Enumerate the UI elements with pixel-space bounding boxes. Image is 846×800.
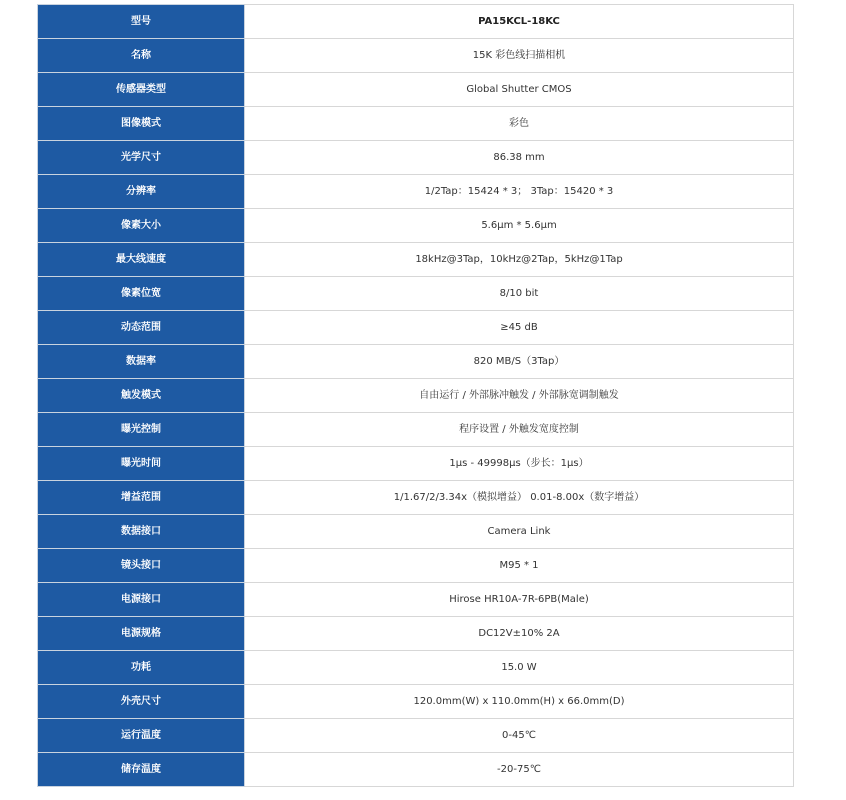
table-row: [38, 107, 794, 141]
spec-table: [37, 4, 794, 787]
spec-value: 86.38 mm: [245, 141, 794, 175]
spec-label: 电源接口: [38, 583, 245, 617]
spec-label: 功耗: [38, 651, 245, 685]
table-row: [38, 243, 794, 277]
spec-label: 触发模式: [38, 379, 245, 413]
spec-value: 自由运行 / 外部脉冲触发 / 外部脉宽调制触发: [245, 379, 794, 413]
spec-label: 电源规格: [38, 617, 245, 651]
spec-value: 1/2Tap：15424 * 3； 3Tap：15420 * 3: [245, 175, 794, 209]
spec-label: 分辨率: [38, 175, 245, 209]
spec-table-body: [38, 5, 794, 787]
spec-value: PA15KCL-18KC: [245, 5, 794, 39]
spec-value: 1/1.67/2/3.34x（模拟增益） 0.01-8.00x（数字增益）: [245, 481, 794, 515]
spec-label: 数据接口: [38, 515, 245, 549]
spec-value: 820 MB/S（3Tap）: [245, 345, 794, 379]
table-row: [38, 5, 794, 39]
spec-value: 1μs - 49998μs（步长：1μs）: [245, 447, 794, 481]
spec-label: 图像模式: [38, 107, 245, 141]
spec-value: 18kHz@3Tap，10kHz@2Tap，5kHz@1Tap: [245, 243, 794, 277]
spec-value: 15.0 W: [245, 651, 794, 685]
table-row: [38, 345, 794, 379]
table-row: [38, 651, 794, 685]
spec-label: 数据率: [38, 345, 245, 379]
spec-value: 0-45℃: [245, 719, 794, 753]
spec-label: 像素大小: [38, 209, 245, 243]
table-row: [38, 311, 794, 345]
table-row: [38, 277, 794, 311]
spec-label: 运行温度: [38, 719, 245, 753]
spec-value: 15K 彩色线扫描相机: [245, 39, 794, 73]
spec-label: 型号: [38, 5, 245, 39]
spec-value: 120.0mm(W) x 110.0mm(H) x 66.0mm(D): [245, 685, 794, 719]
spec-label: 最大线速度: [38, 243, 245, 277]
spec-label: 传感器类型: [38, 73, 245, 107]
table-row: [38, 549, 794, 583]
spec-value: Global Shutter CMOS: [245, 73, 794, 107]
spec-label: 动态范围: [38, 311, 245, 345]
spec-label: 曝光控制: [38, 413, 245, 447]
spec-value: 8/10 bit: [245, 277, 794, 311]
spec-label: 像素位宽: [38, 277, 245, 311]
table-row: [38, 481, 794, 515]
spec-value: DC12V±10% 2A: [245, 617, 794, 651]
spec-label: 镜头接口: [38, 549, 245, 583]
table-row: [38, 209, 794, 243]
table-row: [38, 413, 794, 447]
table-row: [38, 719, 794, 753]
spec-value: Hirose HR10A-7R-6PB(Male): [245, 583, 794, 617]
table-row: [38, 39, 794, 73]
table-row: [38, 583, 794, 617]
spec-label: 储存温度: [38, 753, 245, 787]
spec-value: M95 * 1: [245, 549, 794, 583]
spec-label: 外壳尺寸: [38, 685, 245, 719]
table-row: [38, 685, 794, 719]
table-row: [38, 447, 794, 481]
spec-value: 彩色: [245, 107, 794, 141]
table-row: [38, 617, 794, 651]
table-row: [38, 175, 794, 209]
spec-label: 曝光时间: [38, 447, 245, 481]
spec-value: -20-75℃: [245, 753, 794, 787]
spec-value: 5.6μm * 5.6μm: [245, 209, 794, 243]
table-row: [38, 141, 794, 175]
spec-value: Camera Link: [245, 515, 794, 549]
spec-label: 光学尺寸: [38, 141, 245, 175]
spec-label: 增益范围: [38, 481, 245, 515]
table-row: [38, 73, 794, 107]
spec-value: ≥45 dB: [245, 311, 794, 345]
spec-value: 程序设置 / 外触发宽度控制: [245, 413, 794, 447]
spec-label: 名称: [38, 39, 245, 73]
table-row: [38, 753, 794, 787]
table-row: [38, 379, 794, 413]
table-row: [38, 515, 794, 549]
